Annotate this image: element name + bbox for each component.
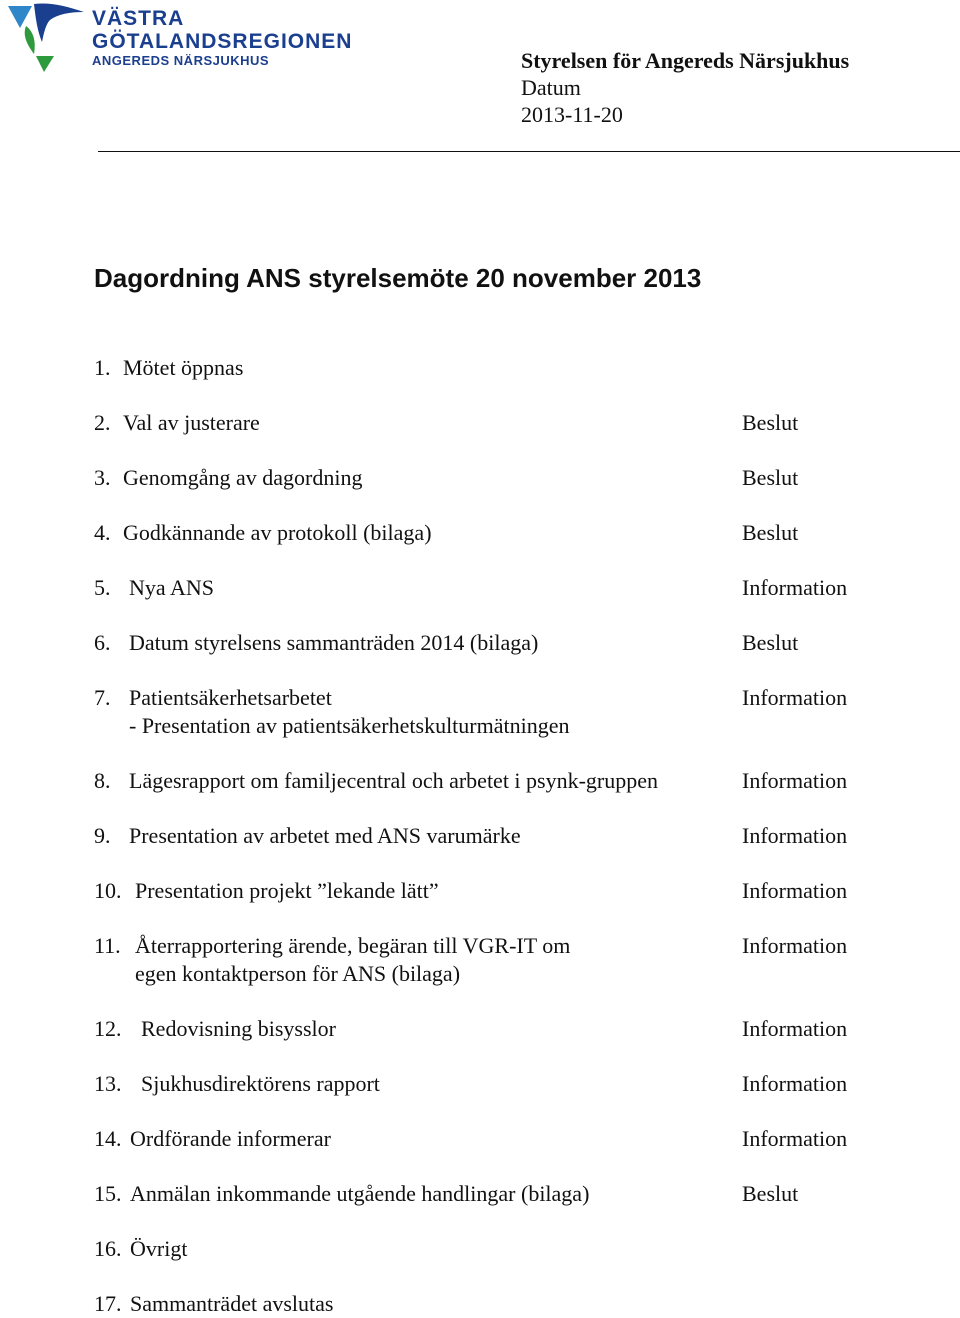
agenda-item-text: Anmälan inkommande utgående handlingar (bilaga) <box>130 1181 590 1206</box>
agenda-item-number: 2. <box>94 410 111 435</box>
vgr-logo <box>6 2 356 74</box>
document-header <box>521 47 849 128</box>
agenda-item <box>94 822 894 850</box>
agenda-item-text: Övrigt <box>130 1236 188 1261</box>
agenda-item <box>94 519 894 547</box>
agenda-item-status: Information <box>742 1071 848 1096</box>
page-title: Dagordning ANS styrelsemöte 20 november 2013 <box>94 263 702 293</box>
agenda-item-number: 6. <box>94 630 111 655</box>
agenda-item-number: 1. <box>94 355 111 380</box>
agenda-item-text: Presentation av arbetet med ANS varumärke <box>129 823 521 848</box>
agenda-item <box>94 464 894 492</box>
agenda-item-text: Mötet öppnas <box>123 355 244 380</box>
agenda-item-status: Information <box>742 685 848 710</box>
agenda-item-text: Presentation projekt ”lekande lätt” <box>135 878 439 903</box>
agenda-item <box>94 684 894 740</box>
agenda-item-text: Genomgång av dagordning <box>123 465 363 490</box>
agenda-item <box>94 767 894 795</box>
header-date: 2013-11-20 <box>521 102 623 127</box>
agenda-item-status: Beslut <box>742 410 799 435</box>
agenda-item-status: Information <box>742 1016 848 1041</box>
agenda-item-status: Beslut <box>742 520 799 545</box>
agenda-item <box>94 574 894 602</box>
agenda-item <box>94 877 894 905</box>
agenda-item-number: 17. <box>94 1291 122 1316</box>
agenda-item-status: Information <box>742 933 848 958</box>
agenda-item-status: Beslut <box>742 465 799 490</box>
agenda-item-text: Nya ANS <box>129 575 214 600</box>
agenda-item <box>94 1235 894 1263</box>
agenda-item-text: Val av justerare <box>123 410 260 435</box>
agenda-item-number: 16. <box>94 1236 122 1261</box>
agenda-item <box>94 932 894 988</box>
agenda-item-number: 12. <box>94 1016 122 1041</box>
agenda-item-number: 3. <box>94 465 111 490</box>
agenda-item-text: Datum styrelsens sammanträden 2014 (bilaga) <box>129 630 539 655</box>
agenda-item-number: 15. <box>94 1181 122 1206</box>
agenda-item <box>94 629 894 657</box>
agenda-item <box>94 354 894 382</box>
agenda-item-text: Sjukhusdirektörens rapport <box>141 1071 380 1096</box>
agenda-item-number: 7. <box>94 685 111 710</box>
agenda-item-subtext: egen kontaktperson för ANS (bilaga) <box>135 961 461 986</box>
agenda-item-text: Redovisning bisysslor <box>141 1016 336 1041</box>
agenda-item <box>94 1015 894 1043</box>
header-divider <box>98 151 960 152</box>
agenda-item-text: Patientsäkerhetsarbetet <box>129 685 332 710</box>
agenda-item-number: 8. <box>94 768 111 793</box>
agenda-item <box>94 1290 894 1318</box>
agenda-list <box>94 354 894 1318</box>
agenda-item-text: Sammanträdet avslutas <box>130 1291 334 1316</box>
agenda-item-number: 13. <box>94 1071 122 1096</box>
agenda-item <box>94 1070 894 1098</box>
header-date-label: Datum <box>521 75 581 100</box>
logo-line-3: ANGEREDS NÄRSJUKHUS <box>92 53 270 68</box>
agenda-item-status: Information <box>742 575 848 600</box>
agenda-item-number: 11. <box>94 933 121 958</box>
agenda-item-text: Återrapportering ärende, begäran till VGR-IT om <box>135 933 571 958</box>
agenda-item-text: Lägesrapport om familjecentral och arbetet i psynk-gruppen <box>129 768 659 793</box>
vgr-logo-mark-icon <box>6 2 90 74</box>
agenda-item-text: Godkännande av protokoll (bilaga) <box>123 520 432 545</box>
agenda-item <box>94 1125 894 1153</box>
agenda-item-status: Beslut <box>742 1181 799 1206</box>
agenda-item-status: Information <box>742 1126 848 1151</box>
agenda-item-status: Information <box>742 768 848 793</box>
agenda-item-subtext: - Presentation av patientsäkerhetskulturmätningen <box>129 713 570 738</box>
agenda-item-number: 5. <box>94 575 111 600</box>
logo-line-1: VÄSTRA <box>92 7 185 30</box>
header-organization: Styrelsen för Angereds Närsjukhus <box>521 48 850 73</box>
logo-line-2: GÖTALANDSREGIONEN <box>92 30 353 53</box>
agenda-item-status: Information <box>742 823 848 848</box>
agenda-item-number: 9. <box>94 823 111 848</box>
agenda-item <box>94 1180 894 1208</box>
agenda-item-status: Beslut <box>742 630 799 655</box>
agenda-item-status: Information <box>742 878 848 903</box>
agenda-item-number: 4. <box>94 520 111 545</box>
agenda-item-number: 10. <box>94 878 122 903</box>
agenda-item-text: Ordförande informerar <box>130 1126 331 1151</box>
agenda-item <box>94 409 894 437</box>
agenda-item-number: 14. <box>94 1126 122 1151</box>
